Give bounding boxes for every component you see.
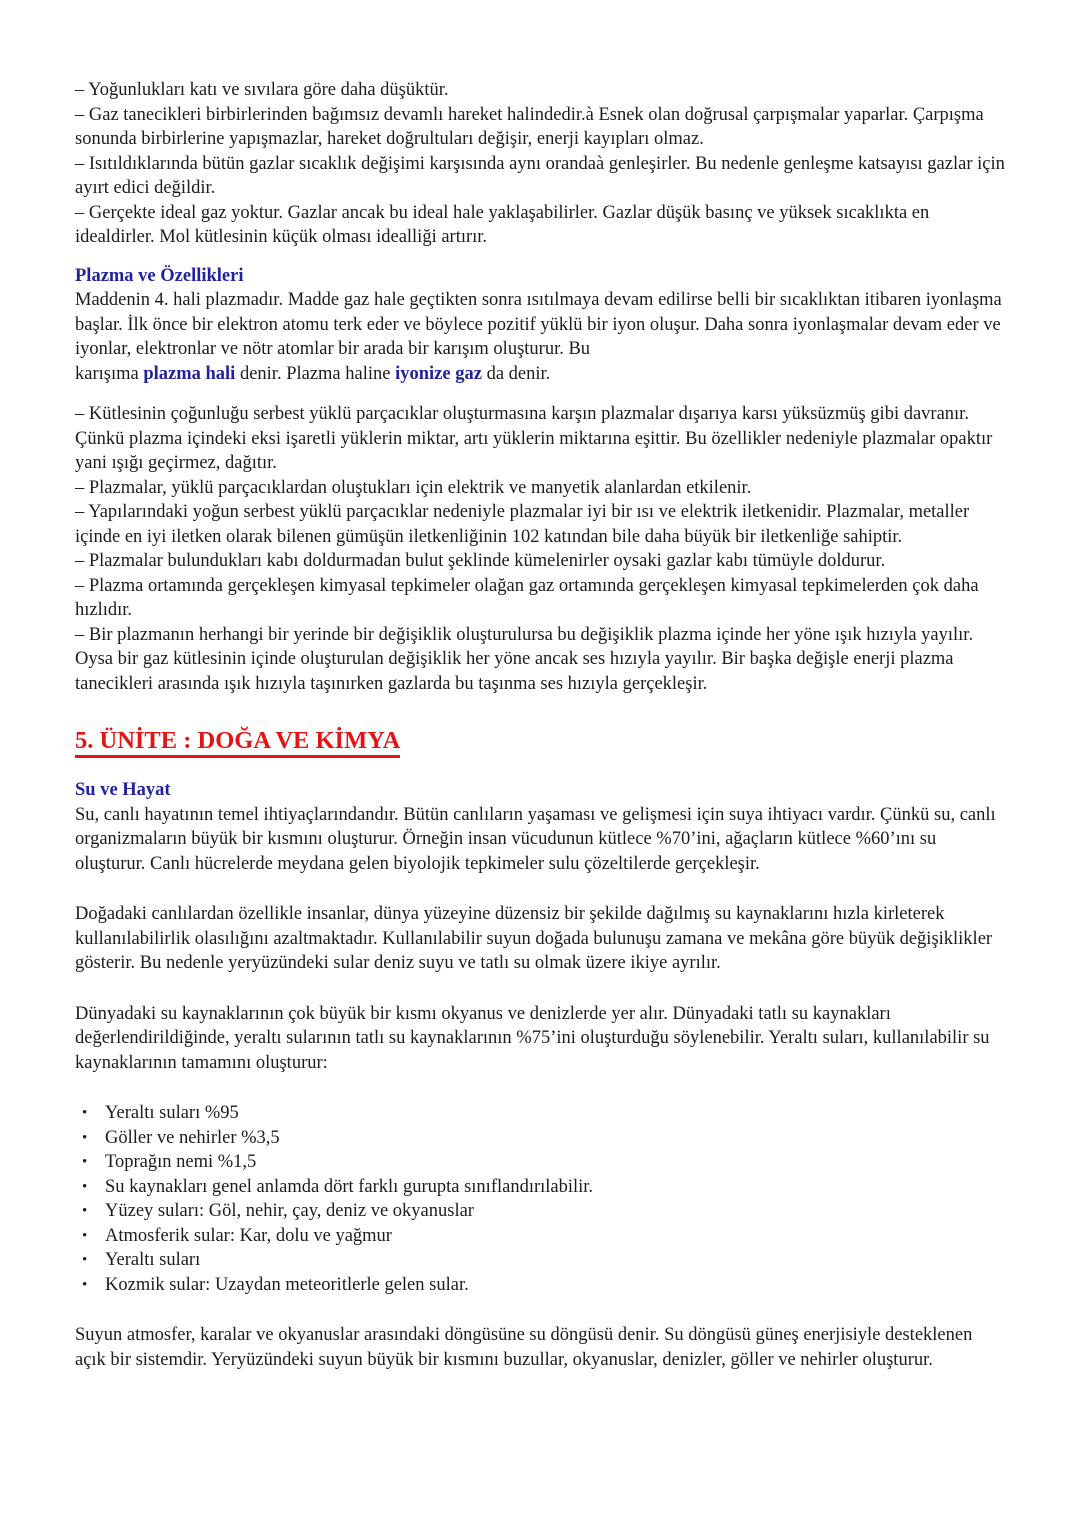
- list-item-text: Göller ve nehirler %3,5: [105, 1127, 280, 1148]
- plasma-property-item: – Plazmalar bulundukları kabı doldurmadan bulut şeklinde kümelenirler oysaki gazlar kabı tümüyle doldurur.: [75, 551, 886, 571]
- list-item: [75, 1199, 1007, 1224]
- list-item: [75, 1150, 1007, 1175]
- list-item-text: Kozmik sular: Uzaydan meteoritlerle gelen sular.: [105, 1274, 469, 1295]
- list-item-text: Toprağın nemi %1,5: [105, 1152, 257, 1172]
- list-item: [75, 1126, 1007, 1151]
- list-item: [75, 1273, 1007, 1298]
- list-item: [75, 1224, 1007, 1249]
- plasma-section: [75, 264, 1007, 697]
- plasma-section-heading: Plazma ve Özellikleri: [75, 265, 244, 286]
- term-plazma-hali: plazma hali: [143, 363, 236, 384]
- plasma-intro-paragraph: [75, 288, 1007, 386]
- list-item: [75, 1101, 1007, 1126]
- bullet-dot-icon: •: [82, 1252, 88, 1268]
- plasma-intro-text: Maddenin 4. hali plazmadır. Madde gaz hale geçtikten sonra ısıtılmaya devam edilirse belli bir sıcaklıktan itibaren iyonlaşma başlar. İlk önce bir elektron atomu terk eder ve böylece pozitif yüklü bir iyon oluşur. Daha sonra iyonlaşmalar devam eder ve iyonlar, elektronlar ve nötr atomlar bir arada bir karışım oluşturur. Bu: [75, 290, 1002, 359]
- list-item-text: Atmosferik sular: Kar, dolu ve yağmur: [105, 1225, 392, 1246]
- list-item-text: Yeraltı suları: [105, 1250, 201, 1270]
- water-cycle-paragraph: Suyun atmosfer, karalar ve okyanuslar arasındaki döngüsüne su döngüsü denir. Su döngüsü güneş enerjisiyle desteklenen açık bir sistemdir. Yeryüzündeki suyun büyük bir kısmını buzullar, okyanuslar, denizler, göller ve nehirler oluşturur.: [75, 1325, 973, 1370]
- water-paragraph: Doğadaki canlılardan özellikle insanlar, dünya yüzeyine düzensiz bir şekilde dağılmış su kaynaklarını hızla kirleterek kullanılabilirlik olasılığını azaltmaktadır. Kullanılabilir suyun doğada bulunuşu zamana ve mekâna göre büyük değişiklikler gösterir. Bu nedenle yeryüzündeki sular deniz suyu ve tatlı su olmak üzere ikiye ayrılır.: [75, 904, 993, 973]
- plasma-intro-text: da denir.: [481, 363, 551, 384]
- water-section-heading: Su ve Hayat: [75, 780, 171, 800]
- plasma-property-item: – Kütlesinin çoğunluğu serbest yüklü parçacıklar oluşturmasına karşın plazmalar dışarıya karsı yüksüzmüş gibi davranır. Çünkü plazma içindeki eksi işaretli yüklerin miktar, artı yüklerin miktarına eşittir. Bu özellikler nedeniyle plazmalar opaktır yani ışığı geçirmez, dağıtır.: [75, 404, 993, 473]
- water-section: [75, 778, 1007, 1372]
- unit-heading-text: 5. ÜNİTE : DOĞA VE KİMYA: [75, 727, 400, 758]
- gas-property-item: – Gaz tanecikleri birbirlerinden bağımsız devamlı hareket halindedir.à Esnek olan doğrusal çarpışmalar yaparlar. Çarpışma sonunda birbirlerine yapışmazlar, hareket doğrultuları değişir, enerji kayıpları olmaz.: [75, 104, 984, 149]
- bullet-dot-icon: •: [82, 1227, 88, 1244]
- list-item-text: Su kaynakları genel anlamda dört farklı gurupta sınıflandırılabilir.: [105, 1176, 594, 1197]
- plasma-property-item: – Yapılarındaki yoğun serbest yüklü parçacıklar nedeniyle plazmalar iyi bir ısı ve elektrik iletkenidir. Plazmalar, metaller içinde en iyi iletken olarak bilenen gümüşün iletkenliğinin 102 katından bile daha büyük bir iletkenliğe sahiptir.: [75, 502, 970, 547]
- bullet-dot-icon: •: [82, 1105, 88, 1121]
- gas-properties-section: [75, 78, 1007, 250]
- water-paragraph: Su, canlı hayatının temel ihtiyaçlarındandır. Bütün canlıların yaşaması ve gelişmesi için suya ihtiyacı vardır. Çünkü su, canlı organizmaların büyük bir kısmını oluşturur. Örneğin insan vücudunun kütlece %70’ini, ağaçların kütlece %60’ını su oluşturur. Canlı hücrelerde meydana gelen biyolojik tepkimeler sulu çözeltilerde gerçekleşir.: [75, 804, 996, 874]
- gas-property-item: – Yoğunlukları katı ve sıvılara göre daha düşüktür.: [75, 80, 449, 100]
- gas-property-item: – Gerçekte ideal gaz yoktur. Gazlar ancak bu ideal hale yaklaşabilirler. Gazlar düşük basınç ve yüksek sıcaklıkta en idealdirler. Mol kütlesinin küçük olması idealliği artırır.: [75, 202, 930, 247]
- bullet-dot-icon: •: [82, 1276, 88, 1293]
- plasma-properties-list: [75, 402, 1007, 696]
- list-item: [75, 1248, 1007, 1273]
- bullet-dot-icon: •: [82, 1203, 88, 1219]
- list-item: [75, 1175, 1007, 1200]
- plasma-property-item: – Bir plazmanın herhangi bir yerinde bir değişiklik oluşturulursa bu değişiklik plazma içinde her yöne ışık hızıyla yayılır. Oysa bir gaz kütlesinin içinde oluşturulan değişiklik her yöne ancak ses hızıyla yayılır. Bir başka değişle enerji plazma tanecikleri arasında ışık hızıyla taşınırken gazlarda bu taşınma ses hızıyla gerçekleşir.: [75, 624, 974, 694]
- list-item-text: Yeraltı suları %95: [105, 1103, 239, 1123]
- term-iyonize-gaz: iyonize gaz: [395, 363, 482, 384]
- water-sources-list: [75, 1101, 1007, 1297]
- plasma-property-item: – Plazmalar, yüklü parçacıklardan oluştukları için elektrik ve manyetik alanlardan etkilenir.: [75, 477, 752, 498]
- gas-property-item: – Isıtıldıklarında bütün gazlar sıcaklık değişimi karşısında aynı orandaà genleşirler. Bu nedenle genleşme katsayısı gazlar için ayırt edici değildir.: [75, 153, 1005, 198]
- list-item-text: Yüzey suları: Göl, nehir, çay, deniz ve okyanuslar: [105, 1201, 474, 1221]
- water-paragraph: Dünyadaki su kaynaklarının çok büyük bir kısmı okyanus ve denizlerde yer alır. Dünyadaki tatlı su kaynakları değerlendirildiğinde, yeraltı sularının tatlı su kaynaklarının %75’ini oluşturduğu söylenebilir. Yeraltı suları, kullanılabilir su kaynaklarının tamamını oluşturur:: [75, 1003, 990, 1073]
- plasma-property-item: – Plazma ortamında gerçekleşen kimyasal tepkimeler olağan gaz ortamında gerçekleşen kimyasal tepkimelerden çok daha hızlıdır.: [75, 575, 979, 620]
- bullet-dot-icon: •: [82, 1154, 88, 1170]
- plasma-intro-text: denir. Plazma haline: [235, 363, 396, 384]
- unit-heading: [75, 726, 1007, 756]
- bullet-dot-icon: •: [82, 1178, 88, 1195]
- bullet-dot-icon: •: [82, 1129, 88, 1146]
- plasma-intro-text: karışıma: [75, 363, 144, 384]
